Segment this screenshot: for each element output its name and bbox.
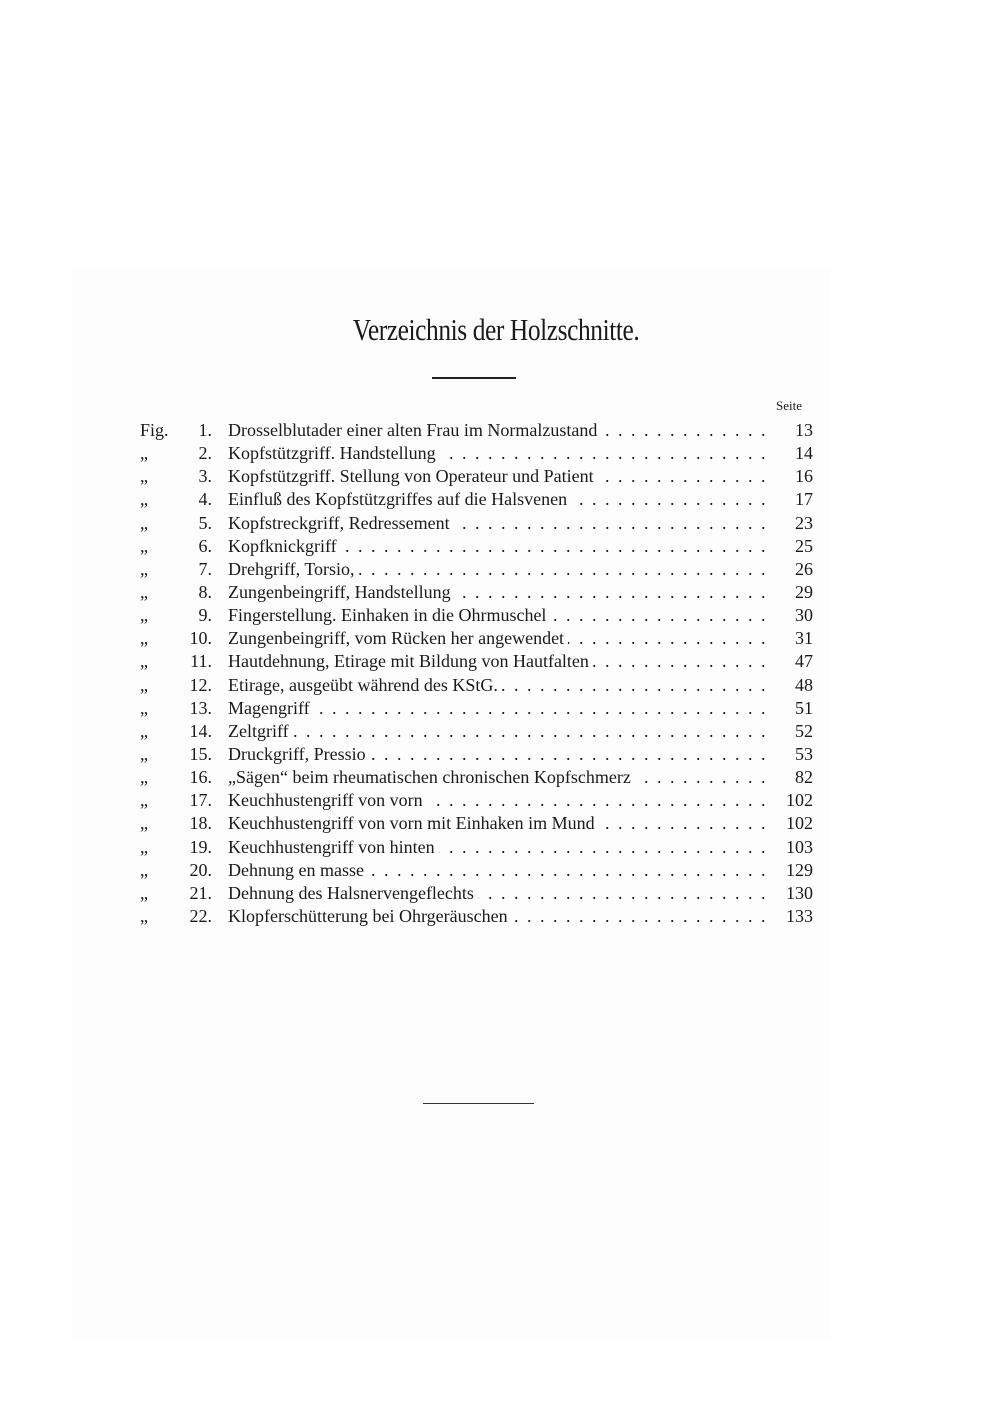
fig-prefix: „ — [140, 605, 148, 626]
page-title: Verzeichnis der Holzschnitte. — [352, 312, 640, 347]
fig-title: Fingerstellung. Einhaken in die Ohrmuschel — [228, 605, 550, 625]
fig-title-leader — [228, 466, 773, 487]
list-item — [140, 790, 813, 813]
fig-title-leader — [228, 837, 773, 858]
fig-number: 6. — [198, 535, 212, 556]
fig-title: Kopfknickgriff — [228, 536, 341, 556]
fig-number: 3. — [198, 466, 212, 487]
fig-title-leader — [228, 883, 773, 904]
fig-title: Dehnung en masse — [228, 860, 368, 880]
fig-number: 1. — [198, 420, 212, 440]
fig-prefix: „ — [140, 882, 148, 903]
fig-page: 47 — [795, 651, 813, 672]
fig-page: 82 — [795, 767, 813, 788]
fig-title: Dehnung des Halsnervengeflechts — [228, 883, 478, 903]
list-item — [140, 536, 813, 559]
fig-number: 14. — [189, 720, 212, 741]
fig-page: 31 — [795, 628, 813, 649]
fig-page: 14 — [795, 443, 813, 464]
fig-number: 8. — [198, 581, 212, 602]
fig-prefix: „ — [140, 558, 148, 579]
fig-title: Etirage, ausgeübt während des KStG. — [228, 675, 502, 695]
fig-title-leader — [228, 860, 773, 881]
list-item — [140, 813, 813, 836]
fig-title: Keuchhustengriff von vorn — [228, 790, 427, 810]
fig-prefix: „ — [140, 489, 148, 510]
fig-prefix: „ — [140, 720, 148, 741]
fig-page: 13 — [795, 420, 813, 440]
list-item — [140, 651, 813, 674]
fig-page: 30 — [795, 605, 813, 626]
fig-number: 21. — [189, 882, 212, 903]
fig-page: 133 — [786, 905, 813, 926]
list-item — [140, 605, 813, 628]
fig-page: 130 — [786, 882, 813, 903]
list-item — [140, 837, 813, 860]
list-item — [140, 698, 813, 721]
list-item — [140, 466, 813, 489]
fig-title-leader — [228, 906, 773, 927]
fig-number: 4. — [198, 489, 212, 510]
fig-title-leader — [228, 536, 773, 557]
fig-number: 19. — [189, 836, 212, 857]
fig-title-leader — [228, 698, 773, 719]
list-item — [140, 721, 813, 744]
fig-prefix: „ — [140, 651, 148, 672]
fig-title: Klopferschütterung bei Ohrgeräuschen — [228, 906, 512, 926]
fig-number: 12. — [189, 674, 212, 695]
page-column-header: Seite — [776, 398, 802, 413]
list-item — [140, 860, 813, 883]
fig-number: 13. — [189, 697, 212, 718]
fig-prefix: „ — [140, 767, 148, 788]
fig-title: Keuchhustengriff von vorn mit Einhaken im Mund — [228, 813, 599, 833]
list-item — [140, 628, 813, 651]
fig-prefix: „ — [140, 466, 148, 487]
fig-title: Hautdehnung, Etirage mit Bildung von Hautfalten — [228, 651, 593, 671]
fig-page: 48 — [795, 674, 813, 695]
fig-number: 15. — [189, 743, 212, 764]
end-divider — [423, 1103, 534, 1104]
fig-title-leader — [228, 744, 773, 765]
fig-prefix: „ — [140, 674, 148, 695]
list-item — [140, 582, 813, 605]
fig-page: 129 — [786, 859, 813, 880]
fig-title-leader — [228, 559, 773, 580]
fig-page: 29 — [795, 581, 813, 602]
fig-number: 10. — [189, 628, 212, 649]
fig-page: 26 — [795, 558, 813, 579]
fig-title: Drehgriff, Torsio, — [228, 559, 359, 579]
fig-title-leader — [228, 651, 773, 672]
fig-number: 16. — [189, 767, 212, 788]
fig-title-leader — [228, 813, 773, 834]
list-item — [140, 744, 813, 767]
fig-prefix: „ — [140, 443, 148, 464]
fig-title: Kopfstützgriff. Stellung von Operateur und Patient — [228, 466, 598, 486]
fig-prefix: „ — [140, 535, 148, 556]
fig-page: 53 — [795, 743, 813, 764]
fig-prefix: „ — [140, 790, 148, 811]
fig-number: 9. — [198, 605, 212, 626]
fig-prefix: „ — [140, 512, 148, 533]
list-item — [140, 675, 813, 698]
fig-prefix: „ — [140, 743, 148, 764]
fig-page: 103 — [786, 836, 813, 857]
fig-title-leader — [228, 675, 773, 696]
fig-number: 7. — [198, 558, 212, 579]
fig-number: 20. — [189, 859, 212, 880]
list-item — [140, 489, 813, 512]
fig-page: 102 — [786, 813, 813, 834]
fig-title-leader — [228, 489, 773, 510]
fig-title-leader — [228, 582, 773, 603]
fig-prefix: „ — [140, 905, 148, 926]
fig-prefix: „ — [140, 697, 148, 718]
fig-prefix: „ — [140, 836, 148, 857]
fig-title-leader — [228, 513, 773, 534]
fig-title: Zungenbeingriff, vom Rücken her angewendet — [228, 628, 568, 648]
fig-page: 51 — [795, 697, 813, 718]
fig-number: 11. — [190, 651, 212, 672]
fig-prefix: „ — [140, 859, 148, 880]
list-item — [140, 443, 813, 466]
fig-title: Druckgriff, Pressio — [228, 744, 370, 764]
fig-title-leader — [228, 790, 773, 811]
fig-page: 23 — [795, 512, 813, 533]
fig-prefix: Fig. — [140, 420, 169, 440]
title-divider — [432, 377, 516, 379]
fig-title: Kopfstreckgriff, Redressement — [228, 513, 454, 533]
fig-number: 22. — [189, 905, 212, 926]
fig-number: 2. — [198, 443, 212, 464]
list-item — [140, 559, 813, 582]
fig-title-leader — [228, 443, 773, 464]
fig-title: Einfluß des Kopfstützgriffes auf die Halsvenen — [228, 489, 571, 509]
fig-title: „Sägen“ beim rheumatischen chronischen Kopfschmerz — [228, 767, 635, 787]
list-item — [140, 883, 813, 906]
list-item — [140, 906, 813, 929]
fig-prefix: „ — [140, 813, 148, 834]
fig-page: 52 — [795, 720, 813, 741]
fig-prefix: „ — [140, 628, 148, 649]
fig-title: Kopfstützgriff. Handstellung — [228, 443, 440, 463]
fig-title-leader — [228, 605, 773, 626]
list-item — [140, 513, 813, 536]
fig-page: 102 — [786, 790, 813, 811]
fig-title-leader — [228, 767, 773, 788]
fig-title-leader — [228, 628, 773, 649]
fig-page: 25 — [795, 535, 813, 556]
figure-list — [140, 420, 813, 929]
fig-page: 16 — [795, 466, 813, 487]
fig-title-leader — [228, 721, 773, 742]
fig-title: Zeltgriff — [228, 721, 293, 741]
fig-number: 5. — [198, 512, 212, 533]
fig-title: Zungenbeingriff, Handstellung — [228, 582, 455, 602]
fig-title-leader — [228, 420, 773, 441]
fig-title: Magengriff — [228, 698, 314, 718]
fig-page: 17 — [795, 489, 813, 510]
fig-number: 17. — [189, 790, 212, 811]
fig-title: Keuchhustengriff von hinten — [228, 837, 439, 857]
list-item — [140, 420, 813, 443]
fig-prefix: „ — [140, 581, 148, 602]
list-item — [140, 767, 813, 790]
fig-title: Drosselblutader einer alten Frau im Normalzustand — [228, 420, 601, 440]
fig-number: 18. — [189, 813, 212, 834]
